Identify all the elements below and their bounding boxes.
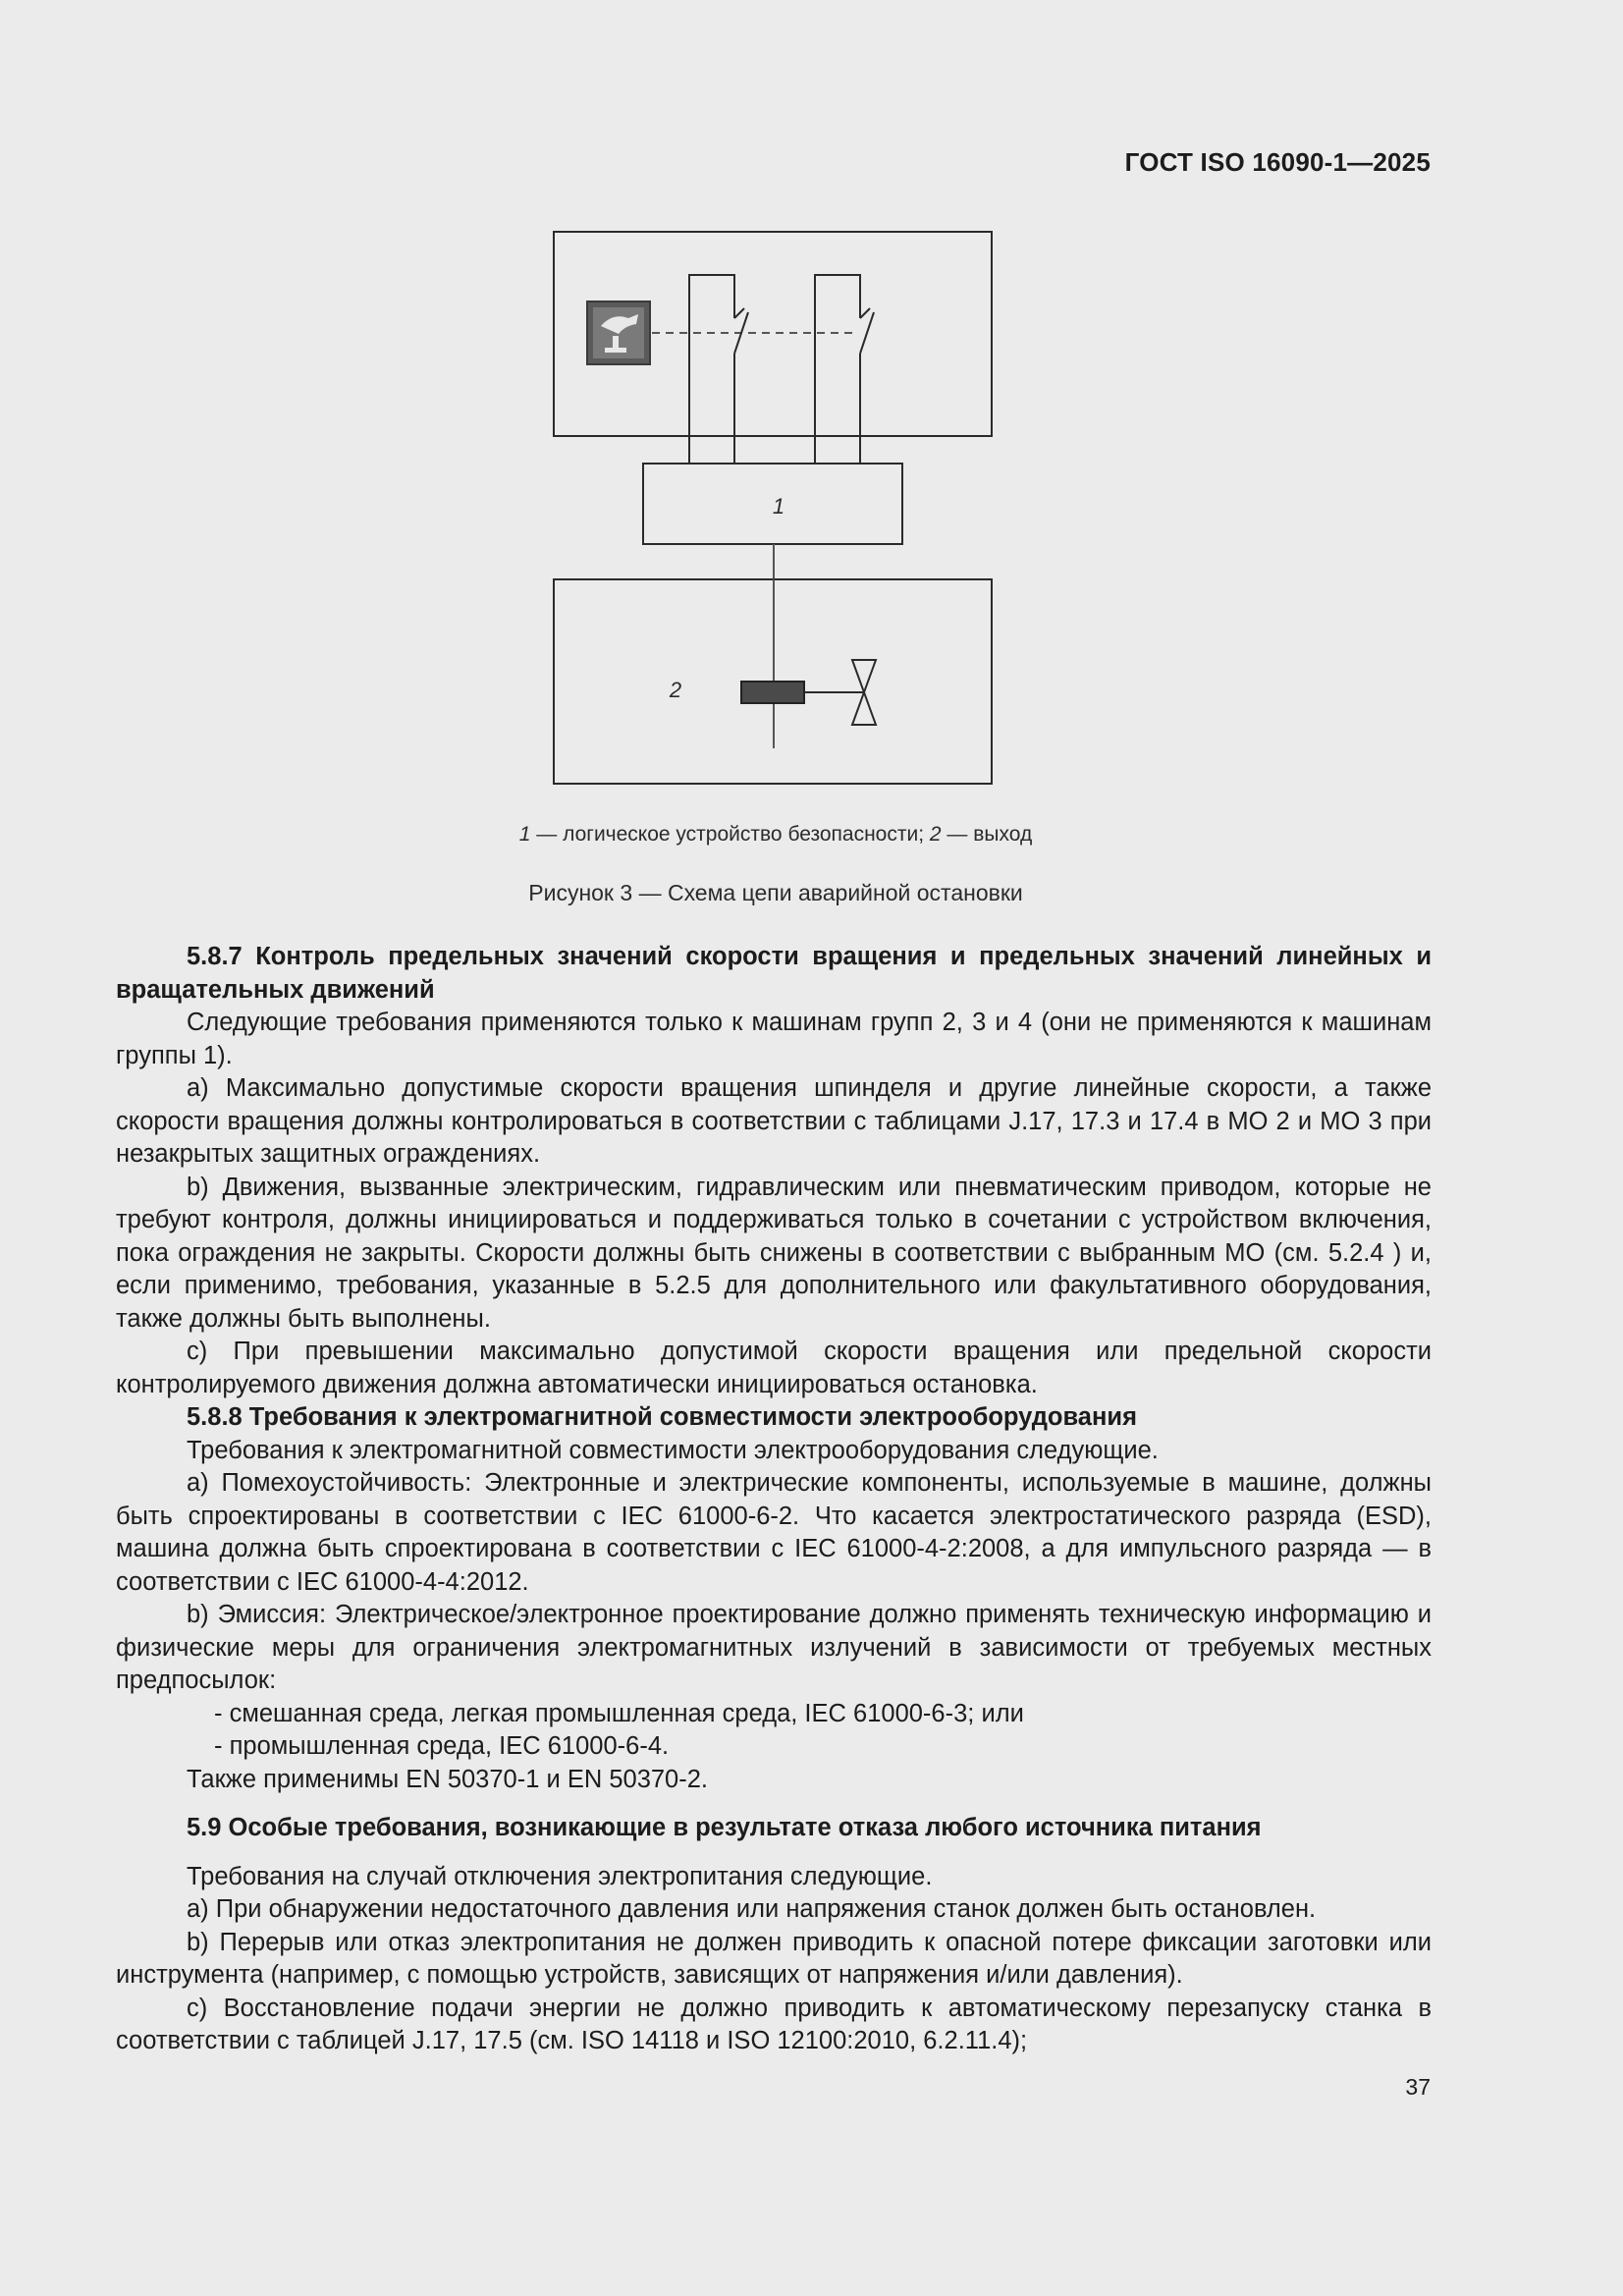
- actuator-coil-icon: [741, 682, 804, 703]
- paragraph: c) При превышении максимально допустимой скорости вращения или предельной скорости контролируемого движения должна автоматически инициироваться остановка.: [116, 1338, 1432, 1398]
- figure-legend: 1 — логическое устройство безопасности; 2 — выход: [518, 823, 1033, 846]
- paragraph: b) Движения, вызванные электрическим, гидравлическим или пневматическим приводом, которые не требуют контроля, должны инициироваться и поддерживаться только в сочетании с устройством включения, пока ограждения не закрыты. Скорости должны быть снижены в соответствии с выбранным МО (см. 5.2.4 ) и, если применимо, требования, указанные в 5.2.5 для дополнительного или факультативного оборудования, также должны быть выполнены.: [116, 1173, 1432, 1333]
- figure-label-2: 2: [669, 678, 682, 702]
- paragraph: Требования на случай отключения электропитания следующие.: [187, 1862, 933, 1890]
- paragraph: Требования к электромагнитной совместимости электрооборудования следующие.: [187, 1436, 1159, 1464]
- switch-contact-icon: [689, 275, 748, 436]
- paragraph: Следующие требования применяются только к машинам групп 2, 3 и 4 (они не применяются к машинам группы 1).: [116, 1009, 1432, 1069]
- paragraph: a) Помехоустойчивость: Электронные и электрические компоненты, используемые в машине, должны быть спроектированы в соответствии с IEC 61000-6-2. Что касается электростатического разряда (ESD), машина должна быть спроектирована в соответствии с IEC 61000-4-2:2008, а для импульсного разряда — в соответствии с IEC 61000-4-4:2012.: [116, 1469, 1432, 1596]
- paragraph: a) При обнаружении недостаточного давления или напряжения станок должен быть остановлен.: [187, 1895, 1317, 1923]
- paragraph: b) Перерыв или отказ электропитания не должен приводить к опасной потере фиксации заготовки или инструмента (например, с помощью устройств, зависящих от напряжения и/или давления).: [116, 1928, 1432, 1989]
- document-body: [116, 941, 1432, 2058]
- list-item: - смешанная среда, легкая промышленная среда, IEC 61000-6-3; или: [214, 1699, 1024, 1727]
- emergency-stop-icon: [587, 301, 650, 364]
- page-number: 37: [1405, 2074, 1431, 2100]
- figure-caption: Рисунок 3 — Схема цепи аварийной остановки: [528, 880, 1023, 905]
- paragraph: Также применимы EN 50370-1 и EN 50370-2.: [187, 1765, 708, 1793]
- section-heading-5-8-7: 5.8.7 Контроль предельных значений скорости вращения и предельных значений линейных и вращательных движений: [116, 943, 1432, 1004]
- paragraph: c) Восстановление подачи энергии не должно приводить к автоматическому перезапуску станка в соответствии с таблицей J.17, 17.5 (см. ISO 14118 и ISO 12100:2010, 6.2.11.4);: [116, 1994, 1432, 2054]
- paragraph: b) Эмиссия: Электрическое/электронное проектирование должно применять техническую информацию и физические меры для ограничения электромагнитных излучений в зависимости от требуемых местных предпосылок:: [116, 1601, 1432, 1694]
- list-item: - промышленная среда, IEC 61000-6-4.: [214, 1732, 670, 1760]
- document-standard-code: ГОСТ ISO 16090-1—2025: [1124, 147, 1431, 177]
- figure-label-1: 1: [772, 494, 785, 519]
- section-heading-5-9: 5.9 Особые требования, возникающие в результате отказа любого источника питания: [187, 1814, 1262, 1841]
- emergency-stop-circuit-figure: [550, 228, 1001, 797]
- section-heading-5-8-8: 5.8.8 Требования к электромагнитной совместимости электрооборудования: [187, 1403, 1137, 1431]
- paragraph: a) Максимально допустимые скорости вращения шпинделя и другие линейные скорости, а также скорости вращения должны контролироваться в соответствии с таблицами J.17, 17.3 и 17.4 в МО 2 и МО 3 при незакрытых защитных ограждениях.: [116, 1074, 1432, 1168]
- switch-contact-icon: [815, 275, 874, 436]
